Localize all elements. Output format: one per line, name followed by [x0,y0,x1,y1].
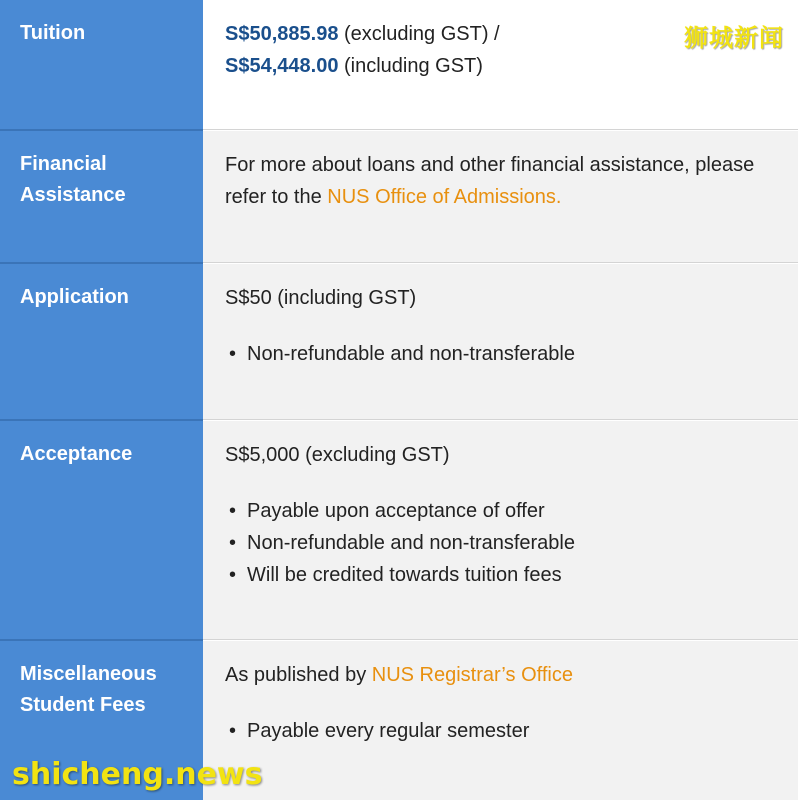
acceptance-fee: S$5,000 (excluding GST) [225,444,450,466]
list-item: • Non-refundable and non-transferable [225,338,776,370]
list-item: • Payable upon acceptance of offer [225,495,776,527]
content-financial-assistance [203,131,798,263]
label-acceptance: Acceptance [0,421,203,640]
list-item: • Will be credited towards tuition fees [225,559,776,591]
financial-assistance-text: For more about loans and other financial assistance, please refer to the [225,154,755,208]
misc-fees-bullets [225,715,776,747]
nus-registrars-office-link[interactable]: NUS Registrar’s Office [371,664,573,686]
label-tuition: Tuition [0,0,203,130]
list-item: • Payable every regular semester [225,715,776,747]
application-bullets [225,338,776,370]
label-miscellaneous-fees: Miscellaneous Student Fees [0,641,203,800]
application-fee: S$50 (including GST) [225,287,417,309]
row-divider [203,419,798,420]
row-application [0,264,798,420]
label-financial-assistance: Financial Assistance [0,131,203,263]
row-divider [203,639,798,640]
row-divider [203,129,798,130]
content-miscellaneous-fees [203,641,798,800]
tuition-text-excl: (excluding GST) / [338,23,500,45]
watermark-bottom-left: shicheng.news [12,757,263,792]
row-acceptance [0,421,798,640]
content-application [203,264,798,420]
tuition-text-incl: (including GST) [338,55,483,77]
acceptance-bullets [225,495,776,591]
row-financial-assistance [0,131,798,263]
nus-office-of-admissions-link[interactable]: NUS Office of Admissions. [327,186,562,208]
watermark-top-right: 狮城新闻 [684,24,784,52]
list-item: • Non-refundable and non-transferable [225,527,776,559]
row-divider [203,262,798,263]
tuition-price-excl: S$50,885.98 [225,23,339,45]
label-application: Application [0,264,203,420]
content-acceptance [203,421,798,640]
row-tuition [0,0,798,130]
misc-fees-text: As published by [225,664,372,686]
tuition-price-incl: S$54,448.00 [225,55,339,77]
